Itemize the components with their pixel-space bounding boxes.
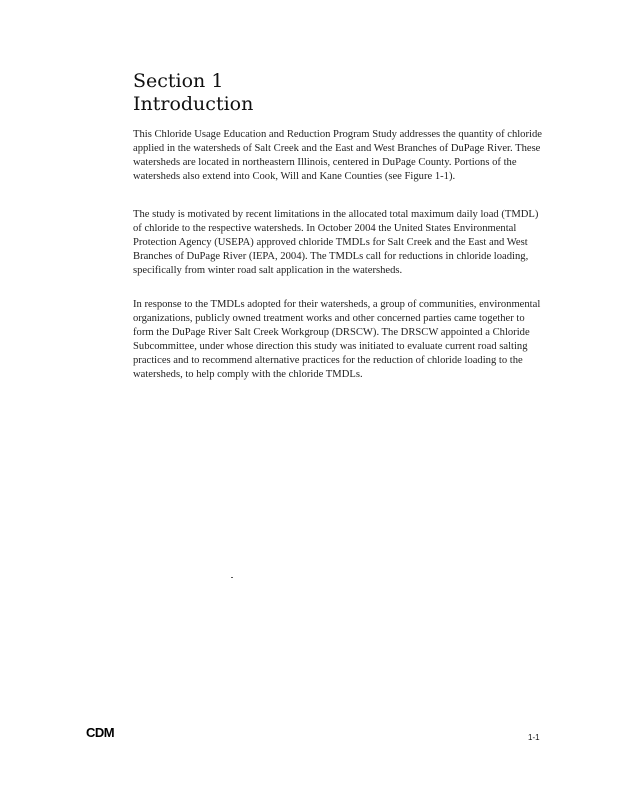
page-number: 1-1 xyxy=(528,733,540,742)
page-title xyxy=(133,70,253,116)
section-label: Section 1 xyxy=(133,70,224,92)
scan-speck xyxy=(231,577,233,578)
paragraph: This Chloride Usage Education and Reduction Program Study addresses the quantity of chloride applied in the watersheds of Salt Creek and the East and West Branches of DuPage River. These watersheds are located in northeastern Illinois, centered in DuPage County. Portions of the watersheds also extend into Cook, Will and Kane Counties (see Figure 1-1). xyxy=(133,129,542,183)
company-logo: CDM xyxy=(86,725,115,740)
section-title: Introduction xyxy=(133,93,254,115)
paragraph: The study is motivated by recent limitations in the allocated total maximum daily load (TMDL) of chloride to the respective watersheds. In October 2004 the United States Environmental Protection Agency (USEPA) approved chloride TMDLs for Salt Creek and the East and West Branches of DuPage River (IEPA, 2004). The TMDLs call for reductions in chloride loading, specifically from winter road salt application in the watersheds. xyxy=(133,209,539,277)
paragraph: In response to the TMDLs adopted for their watersheds, a group of communities, environmental organizations, publicly owned treatment works and other concerned parties came together to form the DuPage River Salt Creek Workgroup (DRSCW). The DRSCW appointed a Chloride Subcommittee, under whose direction this study was initiated to evaluate current road salting practices and to recommend alternative practices for the reduction of chloride loading to the watersheds, to help comply with the chloride TMDLs. xyxy=(133,299,541,381)
